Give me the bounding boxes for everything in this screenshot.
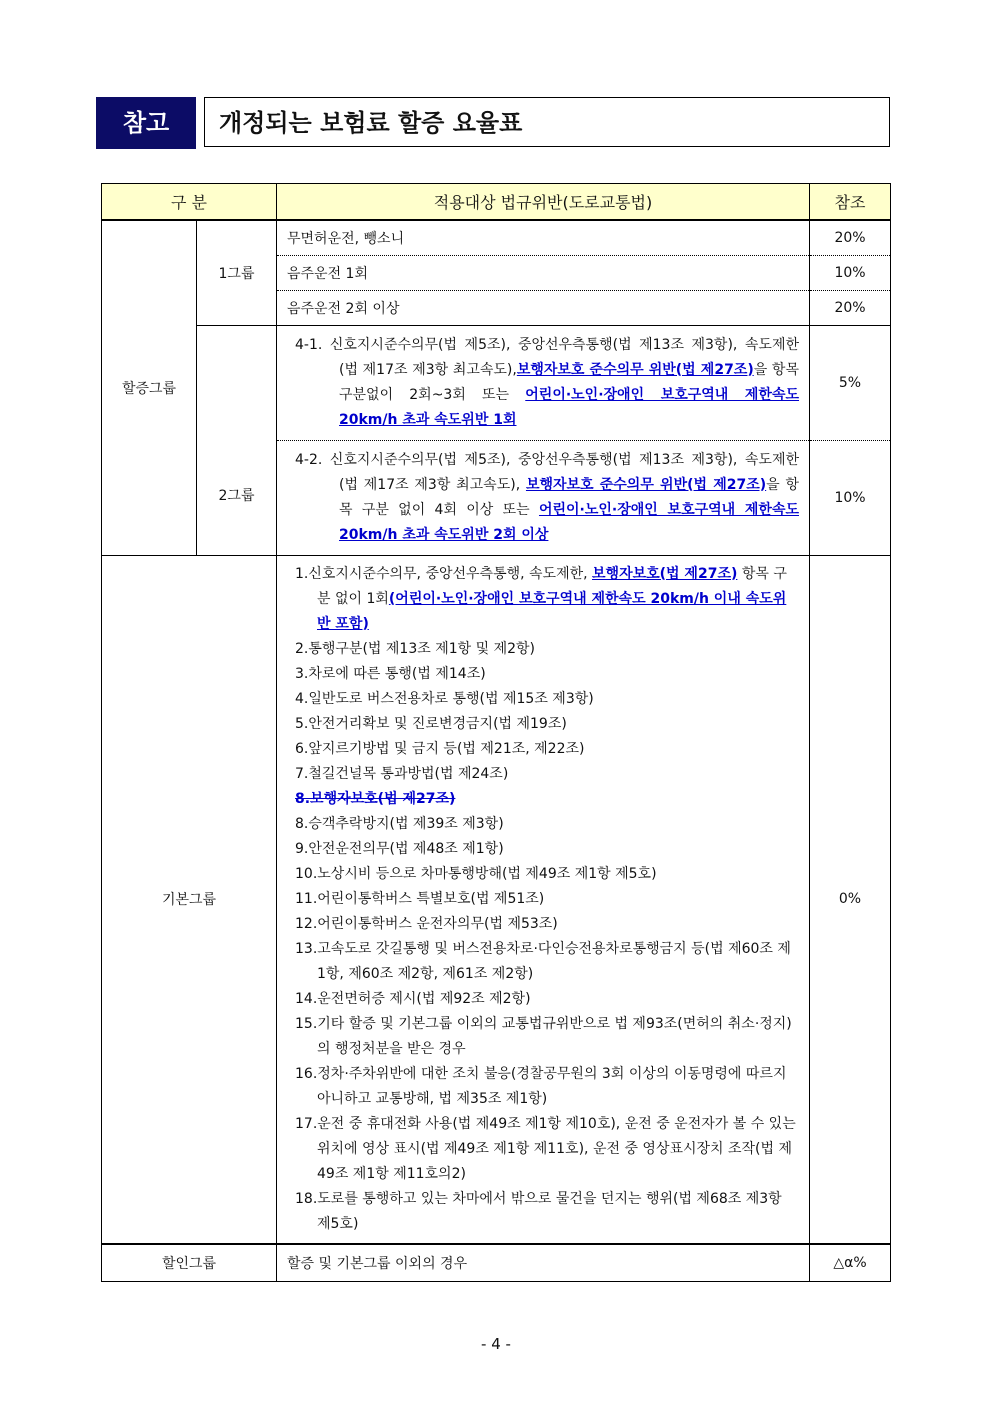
list-item: 7.철길건널목 통과방법(법 제24조) <box>295 765 509 782</box>
deleted-list-item: 8.보행자보호(법 제27조) <box>295 790 456 807</box>
group2-row1-emphasis: 보행자보호 준수의무 위반(법 제27조) <box>516 361 754 378</box>
list-item: 11.어린이통학버스 특별보호(법 제51조) <box>295 890 545 907</box>
list-item: 12.어린이통학버스 운전자의무(법 제53조) <box>295 915 558 932</box>
list-item: 3.차로에 따른 통행(법 제14조) <box>295 665 486 682</box>
list-item: 5.안전거리확보 및 진로변경금지(법 제19조) <box>295 715 567 732</box>
group2-row-rate: 5% <box>810 325 891 440</box>
group1-row-text: 음주운전 1회 <box>277 255 810 290</box>
basic-group-rate: 0% <box>810 555 891 1244</box>
basic-group-label: 기본그룹 <box>102 555 277 1244</box>
discount-group-text: 할증 및 기본그룹 이외의 경우 <box>277 1244 810 1282</box>
table-row <box>102 325 891 440</box>
list-item: 4.일반도로 버스전용차로 통행(법 제15조 제3항) <box>295 690 594 707</box>
group1-row-text: 음주운전 2회 이상 <box>277 290 810 325</box>
group2-row2-text: 을 항목 구분 없이 4회 이상 또는 <box>339 476 799 518</box>
list-item: 2.통행구분(법 제13조 제1항 및 제2항) <box>295 640 535 657</box>
group2-row2-text: 4-2. 신호지시준수의무(법 제5조), 중앙선우측통행(법 제13조 제3항), 속도제한(법 제17조 제3항 최고속도), <box>295 451 799 493</box>
group2-label: 2그룹 <box>197 325 277 555</box>
group1-row-rate: 20% <box>810 290 891 325</box>
list-item: 16.정차·주차위반에 대한 조치 불응(경찰공무원의 3회 이상의 이동명령에 따르지 아니하고 교통방해, 법 제35조 제1항) <box>295 1065 787 1107</box>
list-item: 6.앞지르기방법 및 금지 등(법 제21조, 제22조) <box>295 740 585 757</box>
group2-row1-emphasis: 어린이·노인·장애인 보호구역내 제한속도 20km/h 초과 속도위반 1회 <box>339 386 800 428</box>
header-category: 구 분 <box>102 184 277 221</box>
group2-row-text <box>277 440 810 555</box>
discount-group-rate: △α% <box>810 1244 891 1282</box>
list-item: 1.신호지시준수의무, 중앙선우측통행, 속도제한, 보행자보호(법 제27조) 항목 구분 없이 1회(어린이·노인·장애인 보호구역내 제한속도 20km/h 이내 속도위반 포함) <box>295 565 787 632</box>
basic-group-list <box>277 555 810 1244</box>
list-item: 10.노상시비 등으로 차마통행방해(법 제49조 제1항 제5호) <box>295 865 657 882</box>
group2-row1-text: 4-1. 신호지시준수의무(법 제5조), 중앙선우측통행(법 제13조 제3항), 속도제한(법 제17조 제3항 최고속도), <box>295 336 799 378</box>
surcharge-rate-table <box>101 183 891 1282</box>
reference-badge: 참고 <box>96 97 196 149</box>
page-number: - 4 - <box>481 1335 511 1353</box>
list-item: 9.안전운전의무(법 제48조 제1항) <box>295 840 504 857</box>
group1-row-rate: 10% <box>810 255 891 290</box>
group2-row-rate: 10% <box>810 440 891 555</box>
list-item: 13.고속도로 갓길통행 및 버스전용차로·다인승전용차로통행금지 등(법 제60조 제1항, 제60조 제2항, 제61조 제2항) <box>295 940 791 982</box>
group2-row1-text: 을 항목구분없이 2회~3회 또는 <box>339 361 799 403</box>
table-row <box>102 555 891 1244</box>
list-item: 14.운전면허증 제시(법 제92조 제2항) <box>295 990 531 1007</box>
group1-label: 1그룹 <box>197 220 277 325</box>
header-rate: 참조 <box>810 184 891 221</box>
list-item: 18.도로를 통행하고 있는 차마에서 밖으로 물건을 던지는 행위(법 제68조 제3항 제5호) <box>295 1190 782 1232</box>
group1-row-rate: 20% <box>810 220 891 255</box>
list-item: 17.운전 중 휴대전화 사용(법 제49조 제1항 제10호), 운전 중 운전자가 볼 수 있는 위치에 영상 표시(법 제49조 제1항 제11호), 운전 중 영상표시장치 조작(법 제49조 제1항 제11호의2) <box>295 1115 796 1182</box>
group2-row2-emphasis: 보행자보호 준수의무 위반(법 제27조) <box>525 476 767 493</box>
list-item: 8.승객추락방지(법 제39조 제3항) <box>295 815 504 832</box>
discount-group-label: 할인그룹 <box>102 1244 277 1282</box>
surcharge-group-label: 할증그룹 <box>102 220 197 555</box>
page-title: 개정되는 보험료 할증 요율표 <box>204 97 890 147</box>
header-violation: 적용대상 법규위반(도로교통법) <box>277 184 810 221</box>
table-header-row <box>102 184 891 221</box>
group1-row-text: 무면허운전, 뺑소니 <box>277 220 810 255</box>
list-item: 15.기타 할증 및 기본그룹 이외의 교통법규위반으로 법 제93조(면허의 취소·정지)의 행정처분을 받은 경우 <box>295 1015 792 1057</box>
table-row <box>102 1244 891 1282</box>
document-header <box>96 97 892 149</box>
group2-row-text <box>277 325 810 440</box>
table-row <box>102 220 891 255</box>
group2-row2-emphasis: 어린이·노인·장애인 보호구역내 제한속도 20km/h 초과 속도위반 2회 이상 <box>339 501 799 543</box>
